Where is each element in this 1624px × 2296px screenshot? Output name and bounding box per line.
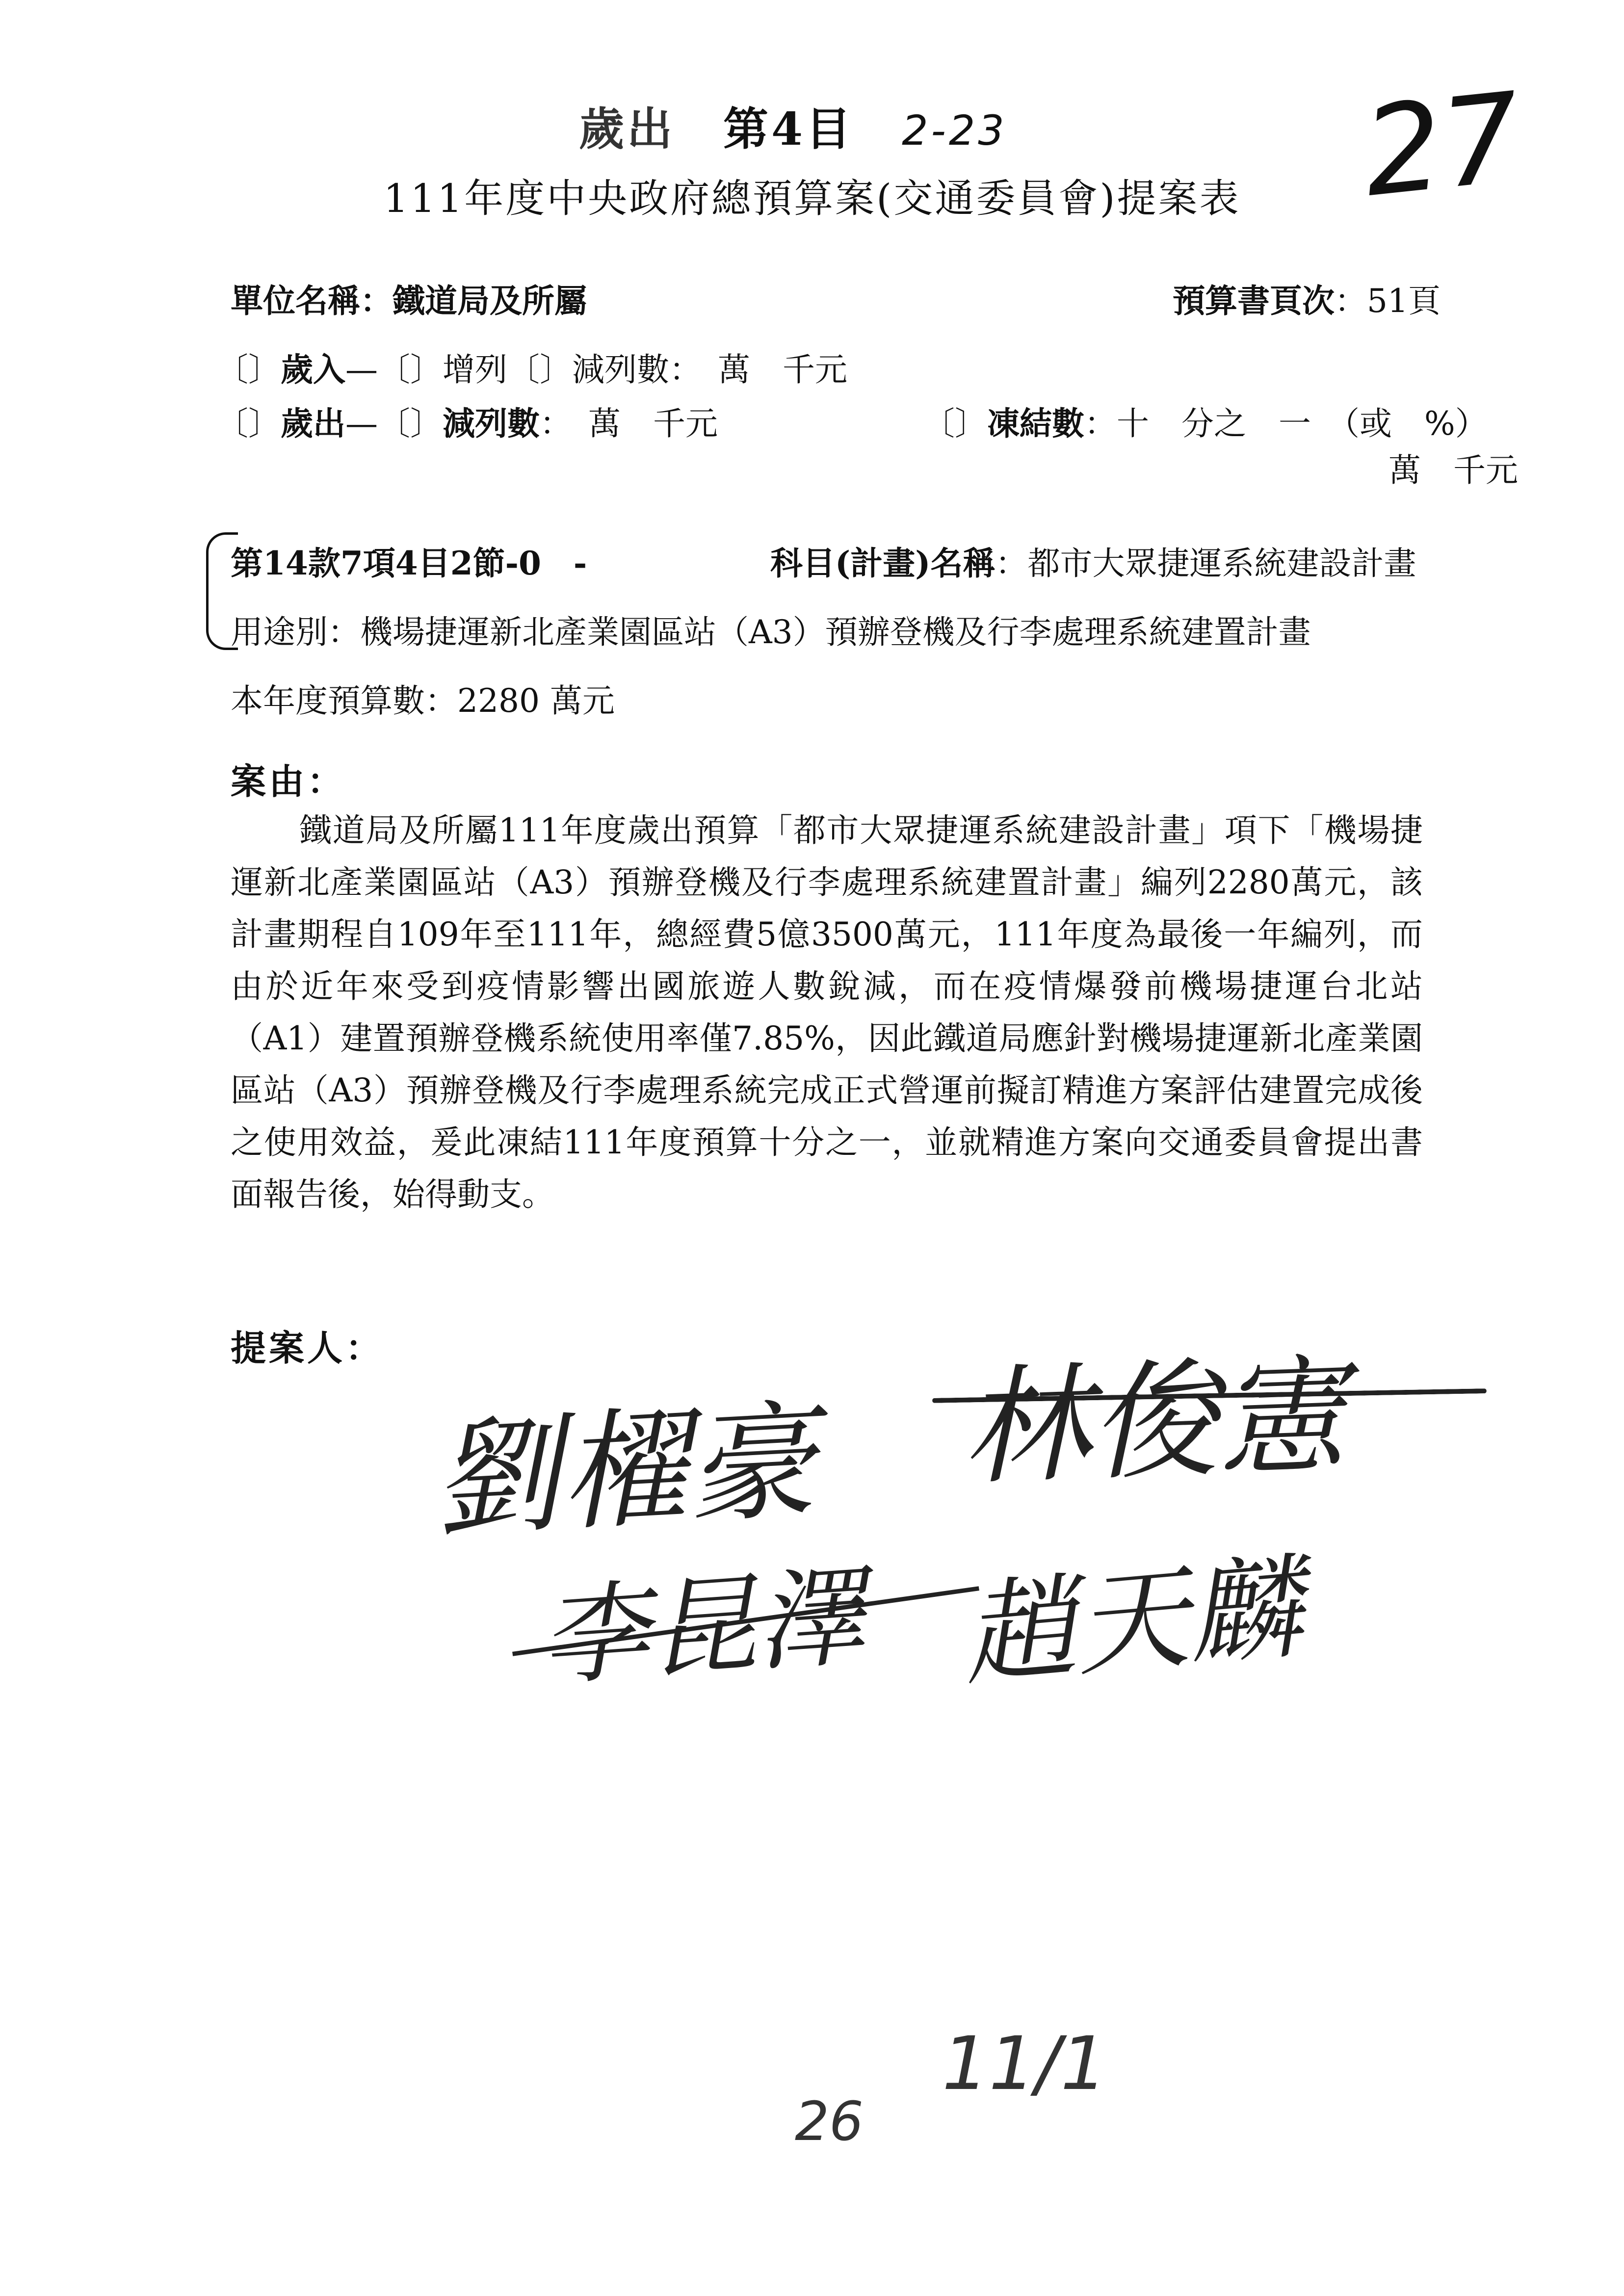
subject-value: ：都市大眾捷運系統建設計畫 — [995, 545, 1416, 582]
document-title: 111年度中央政府總預算案(交通委員會)提案表 — [383, 176, 1241, 221]
freeze-line — [922, 397, 1488, 444]
budget-code: 第14款7項4目2節-0 - — [231, 544, 587, 582]
freeze-amount: 萬 千元 — [1388, 451, 1518, 489]
revenue-line — [216, 343, 847, 390]
unit-label: 單位名稱： — [231, 282, 393, 320]
freeze-checkbox: 〔〕 — [922, 405, 987, 443]
unit-name — [231, 275, 587, 321]
freeze-detail: ：十 分之 一 （或 %） — [1084, 405, 1488, 443]
expense-cut-label: 減列數 — [443, 404, 540, 443]
expense-checkbox: 〔〕 — [216, 405, 281, 443]
signature-3: 李昆澤 — [536, 1553, 868, 1701]
header-stamp — [579, 93, 1007, 158]
subject-label: 科目(計畫)名稱 — [770, 544, 995, 582]
stamp-item: 第4目 — [723, 103, 854, 156]
revenue-checkbox: 〔〕 — [216, 351, 281, 389]
page-info-value: ：51頁 — [1335, 282, 1441, 320]
budget-page-info — [1173, 275, 1441, 321]
handwritten-ref: 2-23 — [902, 106, 1007, 155]
reason-text: 鐵道局及所屬111年度歲出預算「都市大眾捷運系統建設計畫」項下「機場捷運新北產業園區站（A3）預辦登機及行李處理系統建置計畫」編列2280萬元，該計畫期程自109年至111年，總經費5億3500萬元，111年度為最後一年編列，而由於近年來受到疫情影響出國旅遊人數銳減，而在疫情爆發前機場捷運台北站（A1）建置預辦登機系統使用率僅7.85%，因此鐵道局應針對機場捷運新北產業園區站（A3）預辦登機及行李處理系統完成正式營運前擬訂精進方案評估建置完成後之使用效益，爰此凍結111年度預算十分之一，並就精進方案向交通委員會提出書面報告後，始得動支。 — [231, 811, 1423, 1213]
purpose-line: 用途別：機場捷運新北產業園區站（A3）預辦登機及行李處理系統建置計畫 — [231, 613, 1311, 651]
expense-line — [216, 397, 718, 444]
revenue-detail: —〔〕增列〔〕減列數： 萬 千元 — [345, 351, 847, 389]
freeze-label: 凍結數 — [987, 404, 1084, 443]
expense-label: 歲出 — [281, 404, 345, 443]
stamp-category: 歲出 — [579, 103, 676, 156]
page-info-label: 預算書頁次 — [1173, 282, 1335, 320]
proposer-label: 提案人： — [231, 1327, 384, 1369]
signature-1: 劉櫂豪 — [428, 1387, 819, 1556]
signature-2: 林俊憲 — [959, 1341, 1347, 1503]
revenue-label: 歲入 — [281, 350, 345, 389]
expense-detail: ： 萬 千元 — [540, 405, 718, 443]
reason-label: 案由： — [231, 760, 346, 802]
handwritten-page-number: 27 — [1357, 66, 1527, 224]
footer-handwritten-left: 26 — [795, 2090, 864, 2153]
expense-dash: —〔〕 — [345, 405, 443, 443]
signature-4: 趙天麟 — [957, 1542, 1307, 1702]
subject-line — [770, 537, 1416, 584]
footer-handwritten-right: 11/1 — [942, 2021, 1107, 2107]
budget-amount: 本年度預算數：2280 萬元 — [231, 682, 615, 720]
unit-value: 鐵道局及所屬 — [393, 282, 587, 320]
